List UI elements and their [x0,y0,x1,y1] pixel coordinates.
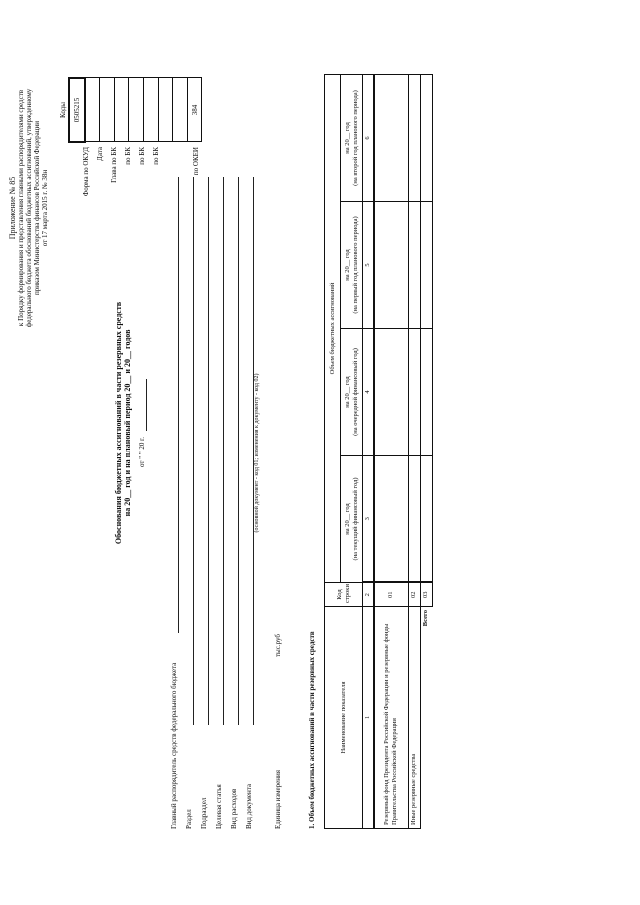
date-line: от " " 20 г. [138,436,146,467]
appendix-line-4: от 17 марта 2015 г. № 38н [41,169,49,246]
value-cell [408,455,420,582]
appendix-line-1: к Порядку формирования и представления главными распорядителями средств [17,89,25,326]
value-cell [408,328,420,455]
value-cell [408,201,420,328]
appendix-line-2: федерального бюджета обоснований бюджетных ассигнований, утвержденному [25,88,33,327]
field-section: Раздел [185,808,193,829]
col-number: 1 [363,606,375,828]
total-code: 03 [420,582,432,606]
unit-value: тыс.руб [274,633,282,657]
date-code-cell [85,78,100,142]
appendix-title: Приложение № 85 [8,176,17,239]
appendix-line-3: приказом Министерства финансов Российской Федерации [33,120,41,295]
doc-kind-code-cell [173,78,188,142]
form-okud-label: Форма по ОКУД [82,146,90,196]
row-code: 01 [374,582,408,606]
field-chief-manager: Главный распорядитель средств федерального бюджета [170,662,178,829]
col-code-header: Код строки [325,582,363,606]
col-number: 2 [363,582,375,606]
value-cell [420,455,432,582]
value-cell [374,328,408,455]
total-label: Всего [422,609,430,626]
field-subsection: Подраздел [200,797,208,829]
volume-group-header: Объем бюджетных ассигнований [325,74,341,582]
value-cell [420,201,432,328]
date-label: Дата [96,146,104,161]
year-header-current: на 20__ год (на текущий финансовый год) [341,455,363,582]
form-code-cell: 0505215 [69,78,85,142]
value-cell [374,201,408,328]
field-chief-manager-line [178,177,179,633]
codes-header: Коды [59,101,67,118]
field-section-line [193,177,194,725]
unit-label: Единица измерения [274,769,282,829]
section-title: 1. Объем бюджетных ассигнований в части резервных средств [308,630,316,829]
field-document-kind: Вид документа [245,783,253,829]
code-label-okei: по ОКЕИ [192,146,200,175]
value-cell [374,455,408,582]
reserve-funds-table [324,73,433,828]
field-subsection-line [208,177,209,725]
value-cell [420,328,432,455]
code-label-subsection: по БК [138,146,146,165]
row-code: 02 [408,582,420,606]
year-header-next: на 20__ год (на очередной финансовый год) [341,328,363,455]
appendix-block [8,53,49,363]
code-label-target: по БК [152,146,160,165]
target-code-cell [143,78,158,142]
chief-code-cell [100,78,115,142]
table-row [408,74,420,828]
col-number: 5 [363,201,375,328]
document-title-line-2: на 20__ год и на плановый период 20__ и 20__ годов [123,329,132,516]
col-number: 4 [363,328,375,455]
col-number: 6 [363,74,375,201]
field-expense-type-line [238,177,239,725]
expense-code-cell [158,78,173,142]
row-name: Резервный фонд Президента Российской Федерации и резервные фонды Правительства Российской Федерации [374,606,408,828]
document-page [2,3,638,903]
code-label-chief: Глава по БК [110,146,118,183]
year-header-plan-2: на 20__ год (на второй год планового периода) [341,74,363,201]
document-title-line-1: Обоснования бюджетных ассигнований в части резервных средств [114,301,123,544]
value-cell [408,74,420,201]
code-label-section: по БК [124,146,132,165]
year-header-plan-1: на 20__ год (на первый год планового периода) [341,201,363,328]
value-cell [420,74,432,201]
table-row [374,74,408,828]
value-cell [374,74,408,201]
total-row [420,74,432,828]
field-expense-type: Вид расходов [230,788,238,829]
codes-box [58,77,202,143]
col-name-header: Наименование показателя [325,606,363,828]
document-title [114,243,132,603]
field-target-article: Целевая статья [215,783,223,829]
col-number: 3 [363,455,375,582]
document-kind-hint: (основной документ - код 01; изменения к документу - код 02) [254,373,260,532]
okei-code-cell: 384 [187,78,202,142]
date-underline [146,379,147,431]
field-target-article-line [223,177,224,725]
row-name: Иные резервные средства [408,606,420,828]
section-code-cell [114,78,129,142]
subsection-code-cell [129,78,144,142]
